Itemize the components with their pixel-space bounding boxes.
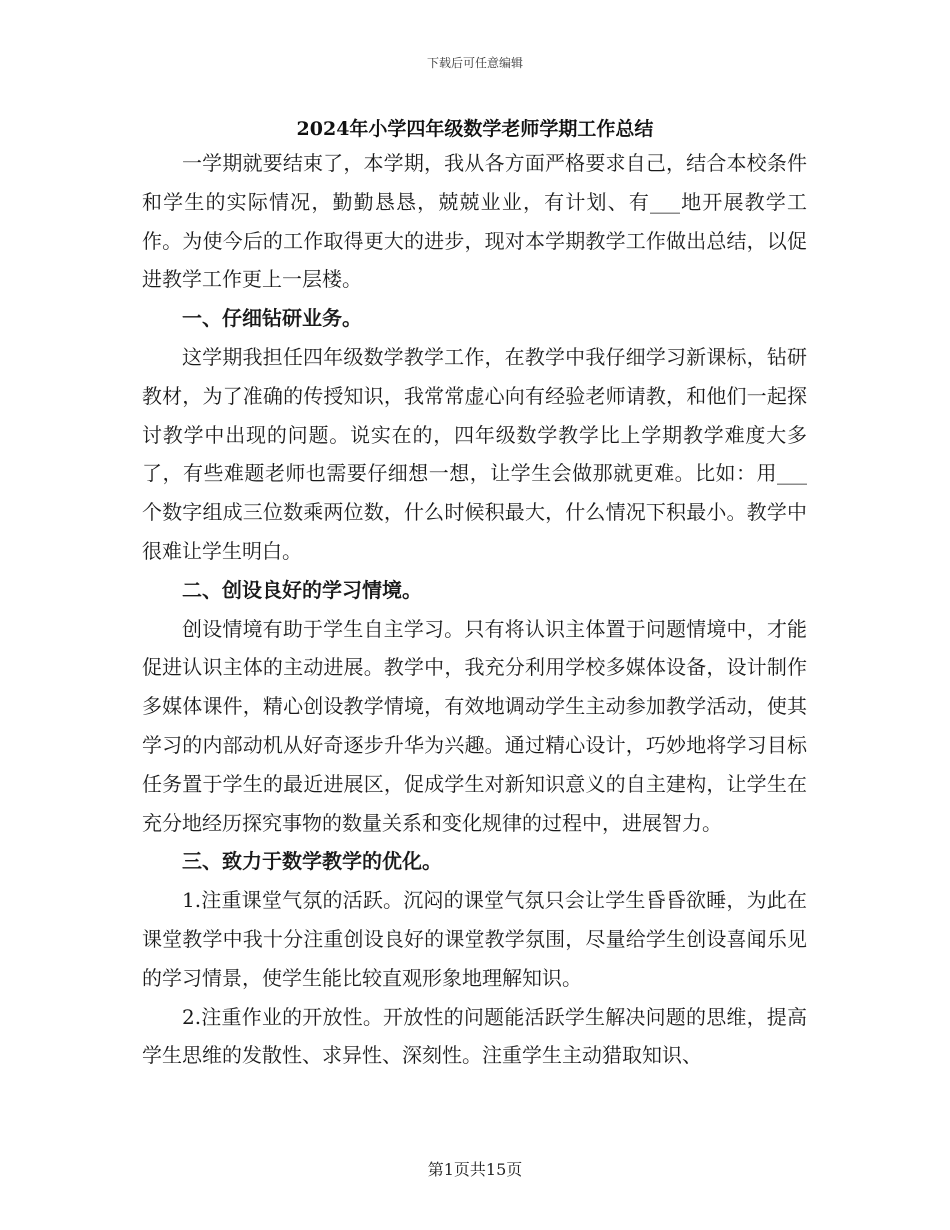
section-3-item-2: 2.注重作业的开放性。开放性的问题能活跃学生解决问题的思维，提高学生思维的发散性、求异性、深刻性。注重学生主动猎取知识、: [142, 1004, 807, 1068]
page-number-footer: 第1页共15页: [427, 1160, 523, 1179]
intro-paragraph: 一学期就要结束了，本学期，我从各方面严格要求自己，结合本校条件和学生的实际情况，勤勤恳恳，兢兢业业，有计划、有___地开展教学工作。为使今后的工作取得更大的进步，现对本学期教学工作做出总结，以促进教学工作更上一层楼。: [142, 151, 807, 292]
section-1-paragraph: 这学期我担任四年级数学教学工作，在教学中我仔细学习新课标，钻研教材，为了准确的传授知识，我常常虚心向有经验老师请教，和他们一起探讨教学中出现的问题。说实在的，四年级数学教学比上学期教学难度大多了，有些难题老师也需要仔细想一想，让学生会做那就更难。比如：用___个数字组成三位数乘两位数，什么时候积最大，什么情况下积最小。教学中很难让学生明白。: [142, 344, 807, 563]
section-heading-1: 一、仔细钻研业务。: [182, 306, 362, 331]
page-title: 2024年小学四年级数学老师学期工作总结: [296, 118, 654, 140]
section-2-paragraph: 创设情境有助于学生自主学习。只有将认识主体置于问题情境中，才能促进认识主体的主动进展。教学中，我充分利用学校多媒体设备，设计制作多媒体课件，精心创设教学情境，有效地调动学生主动参加教学活动，使其学习的内部动机从好奇逐步升华为兴趣。通过精心设计，巧妙地将学习目标任务置于学生的最近进展区，促成学生对新知识意义的自主建构，让学生在充分地经历探究事物的数量关系和变化规律的过程中，进展智力。: [142, 616, 807, 835]
section-3-item-1: 1.注重课堂气氛的活跃。沉闷的课堂气氛只会让学生昏昏欲睡，为此在课堂教学中我十分注重创设良好的课堂教学氛围，尽量给学生创设喜闻乐见的学习情景，使学生能比较直观形象地理解知识。: [142, 888, 807, 990]
section-heading-2: 二、创设良好的学习情境。: [182, 577, 422, 602]
document-body: [142, 144, 807, 1075]
section-heading-3: 三、致力于数学教学的优化。: [182, 849, 442, 874]
header-note: 下载后可任意编辑: [426, 56, 523, 70]
